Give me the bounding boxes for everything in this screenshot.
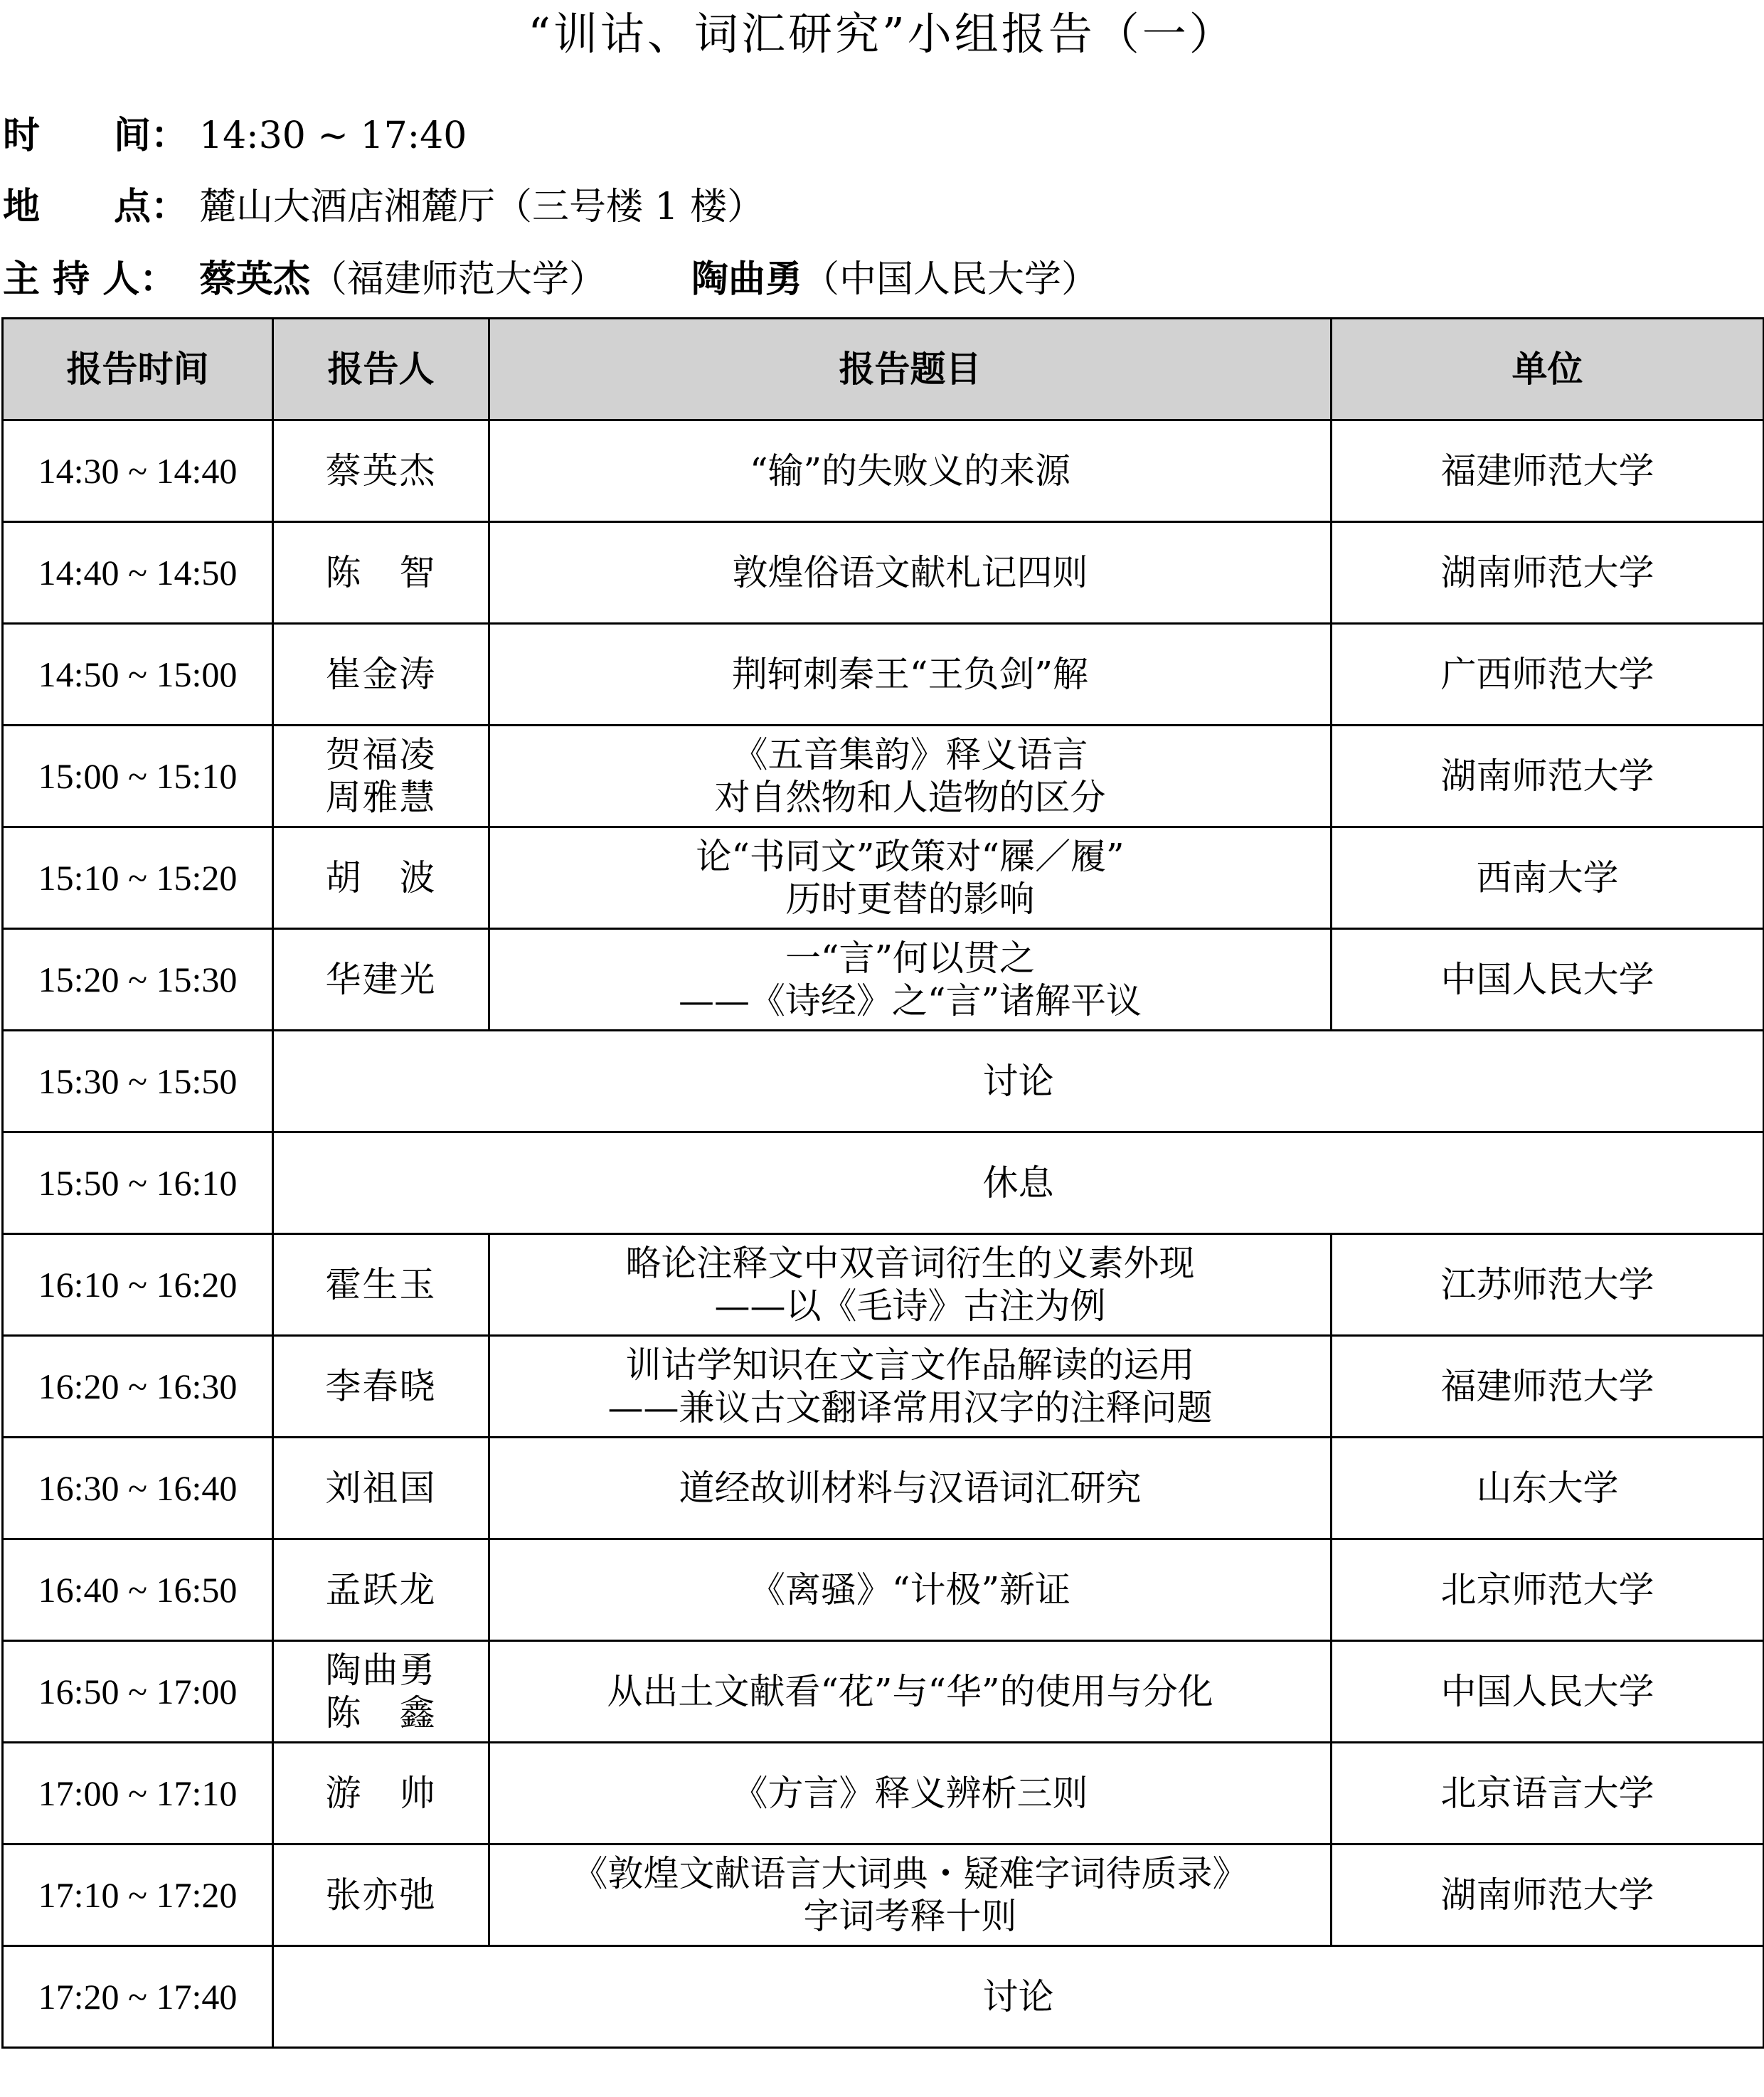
table-row <box>3 1743 1764 1844</box>
table-row <box>3 726 1764 827</box>
org-cell: 西南大学 <box>1332 827 1764 929</box>
host1-org: （福建师范大学） <box>310 258 607 301</box>
report-title-cell <box>489 726 1332 827</box>
table-row <box>3 1438 1764 1539</box>
speaker-cell <box>273 420 489 522</box>
speaker-name: 陈 鑫 <box>325 1692 437 1734</box>
meta-host <box>3 255 1098 304</box>
page-title: “训诂、词汇研究”小组报告（一） <box>528 8 1236 60</box>
time-cell: 16:40 ~ 16:50 <box>3 1539 273 1641</box>
host1-name: 蔡英杰 <box>199 258 311 301</box>
report-title-line: 论“书同文”政策对“屧／履” <box>696 836 1125 877</box>
report-title-line: 《离骚》“计极”新证 <box>749 1569 1071 1610</box>
table-row <box>3 1539 1764 1641</box>
org-cell: 中国人民大学 <box>1332 929 1764 1031</box>
report-title-cell <box>489 1336 1332 1438</box>
speaker-cell <box>273 1336 489 1438</box>
report-title-cell <box>489 1234 1332 1336</box>
time-cell: 15:20 ~ 15:30 <box>3 929 273 1031</box>
report-title-cell <box>489 522 1332 624</box>
speaker-name: 张亦弛 <box>325 1874 437 1916</box>
speaker-name: 周雅慧 <box>325 777 437 818</box>
time-cell: 17:10 ~ 17:20 <box>3 1844 273 1946</box>
table-body <box>3 420 1764 2048</box>
table-row <box>3 1946 1764 2048</box>
org-cell: 江苏师范大学 <box>1332 1234 1764 1336</box>
speaker-name: 游 帅 <box>325 1773 437 1814</box>
header-time: 报告时间 <box>3 319 273 420</box>
report-title-cell <box>489 929 1332 1031</box>
table-row <box>3 1031 1764 1132</box>
meta-time <box>3 111 467 161</box>
session-break-cell: 讨论 <box>273 1946 1764 2048</box>
speaker-name: 陶曲勇 <box>325 1650 437 1691</box>
report-title-cell <box>489 420 1332 522</box>
time-cell: 16:10 ~ 16:20 <box>3 1234 273 1336</box>
org-cell: 北京语言大学 <box>1332 1743 1764 1844</box>
report-title-line: ——以《毛诗》古注为例 <box>714 1285 1106 1327</box>
speaker-name: 贺福凌 <box>325 734 437 775</box>
speaker-cell <box>273 522 489 624</box>
table-row <box>3 1132 1764 1234</box>
report-title-line: 《五音集韵》释义语言 <box>732 734 1088 775</box>
speaker-name: 陈 智 <box>325 552 437 593</box>
time-cell: 14:40 ~ 14:50 <box>3 522 273 624</box>
time-cell: 17:20 ~ 17:40 <box>3 1946 273 2048</box>
speaker-name: 华建光 <box>325 959 437 1000</box>
report-title-line: 《敦煌文献语言大词典・疑难字词待质录》 <box>572 1853 1248 1894</box>
speaker-name: 崔金涛 <box>325 654 437 695</box>
table-row <box>3 1336 1764 1438</box>
speaker-cell <box>273 1743 489 1844</box>
speaker-cell <box>273 929 489 1031</box>
report-title-cell <box>489 1743 1332 1844</box>
speaker-name: 李春晓 <box>325 1366 437 1407</box>
report-title-line: 对自然物和人造物的区分 <box>714 777 1106 818</box>
table-row <box>3 522 1764 624</box>
report-title-cell <box>489 1438 1332 1539</box>
speaker-cell <box>273 827 489 929</box>
place-label: 地 点： <box>3 185 188 228</box>
table-row <box>3 1234 1764 1336</box>
table-row <box>3 929 1764 1031</box>
report-title-cell <box>489 1641 1332 1743</box>
report-title-line: 训诂学知识在文言文作品解读的运用 <box>625 1344 1195 1386</box>
speaker-cell <box>273 1234 489 1336</box>
time-cell: 14:30 ~ 14:40 <box>3 420 273 522</box>
org-cell: 中国人民大学 <box>1332 1641 1764 1743</box>
org-cell: 福建师范大学 <box>1332 420 1764 522</box>
report-title-line: 一“言”何以贯之 <box>785 938 1036 979</box>
report-title-line: 历时更替的影响 <box>785 878 1035 920</box>
speaker-cell <box>273 1539 489 1641</box>
speaker-name: 孟跃龙 <box>325 1569 437 1610</box>
report-title-cell <box>489 1539 1332 1641</box>
meta-place <box>3 182 764 232</box>
report-title-line: 敦煌俗语文献札记四则 <box>732 552 1088 593</box>
time-cell: 15:30 ~ 15:50 <box>3 1031 273 1132</box>
report-title-line: 《方言》释义辨析三则 <box>732 1773 1088 1814</box>
speaker-cell <box>273 1641 489 1743</box>
org-cell: 湖南师范大学 <box>1332 1844 1764 1946</box>
time-cell: 15:00 ~ 15:10 <box>3 726 273 827</box>
host-label: 主 持 人： <box>3 258 177 301</box>
table-row <box>3 1844 1764 1946</box>
time-cell: 16:30 ~ 16:40 <box>3 1438 273 1539</box>
header-speaker: 报告人 <box>273 319 489 420</box>
table-header-row <box>3 319 1764 420</box>
time-cell: 15:50 ~ 16:10 <box>3 1132 273 1234</box>
table-row <box>3 827 1764 929</box>
session-break-cell: 讨论 <box>273 1031 1764 1132</box>
time-cell: 17:00 ~ 17:10 <box>3 1743 273 1844</box>
table-row <box>3 1641 1764 1743</box>
report-title-line: “输”的失败义的来源 <box>749 450 1071 492</box>
org-cell: 湖南师范大学 <box>1332 522 1764 624</box>
speaker-name: 蔡英杰 <box>325 450 437 492</box>
org-cell: 湖南师范大学 <box>1332 726 1764 827</box>
session-break-cell: 休息 <box>273 1132 1764 1234</box>
report-title-line: 荆轲刺秦王“王负剑”解 <box>731 654 1089 695</box>
speaker-cell <box>273 1844 489 1946</box>
org-cell: 福建师范大学 <box>1332 1336 1764 1438</box>
report-title-cell <box>489 624 1332 726</box>
speaker-name: 霍生玉 <box>325 1264 437 1305</box>
host2-org: （中国人民大学） <box>802 258 1099 301</box>
time-cell: 16:20 ~ 16:30 <box>3 1336 273 1438</box>
report-title-cell <box>489 827 1332 929</box>
time-label: 时 间： <box>3 114 188 157</box>
org-cell: 北京师范大学 <box>1332 1539 1764 1641</box>
speaker-cell <box>273 726 489 827</box>
time-cell: 15:10 ~ 15:20 <box>3 827 273 929</box>
report-title-line: 字词考释十则 <box>803 1896 1017 1937</box>
header-org: 单位 <box>1332 319 1764 420</box>
org-cell: 广西师范大学 <box>1332 624 1764 726</box>
place-value: 麓山大酒店湘麓厅（三号楼 1 楼） <box>199 186 765 228</box>
report-title-line: 略论注释文中双音词衍生的义素外现 <box>625 1243 1195 1284</box>
report-title-line: ——《诗经》之“言”诸解平议 <box>678 980 1142 1021</box>
header-title: 报告题目 <box>489 319 1332 420</box>
time-value: 14:30 ~ 17:40 <box>199 115 467 157</box>
speaker-cell <box>273 624 489 726</box>
time-cell: 14:50 ~ 15:00 <box>3 624 273 726</box>
report-title-line: 从出土文献看“花”与“华”的使用与分化 <box>607 1671 1213 1712</box>
speaker-name: 刘祖国 <box>325 1467 437 1509</box>
schedule-table <box>1 317 1764 2049</box>
report-title-line: 道经故训材料与汉语词汇研究 <box>679 1467 1142 1509</box>
time-cell: 16:50 ~ 17:00 <box>3 1641 273 1743</box>
report-title-line: ——兼议古文翻译常用汉字的注释问题 <box>607 1387 1213 1428</box>
speaker-name: 胡 波 <box>325 857 437 898</box>
org-cell: 山东大学 <box>1332 1438 1764 1539</box>
report-title-cell <box>489 1844 1332 1946</box>
table-row <box>3 420 1764 522</box>
table-row <box>3 624 1764 726</box>
host2-name: 陶曲勇 <box>691 258 803 301</box>
speaker-cell <box>273 1438 489 1539</box>
